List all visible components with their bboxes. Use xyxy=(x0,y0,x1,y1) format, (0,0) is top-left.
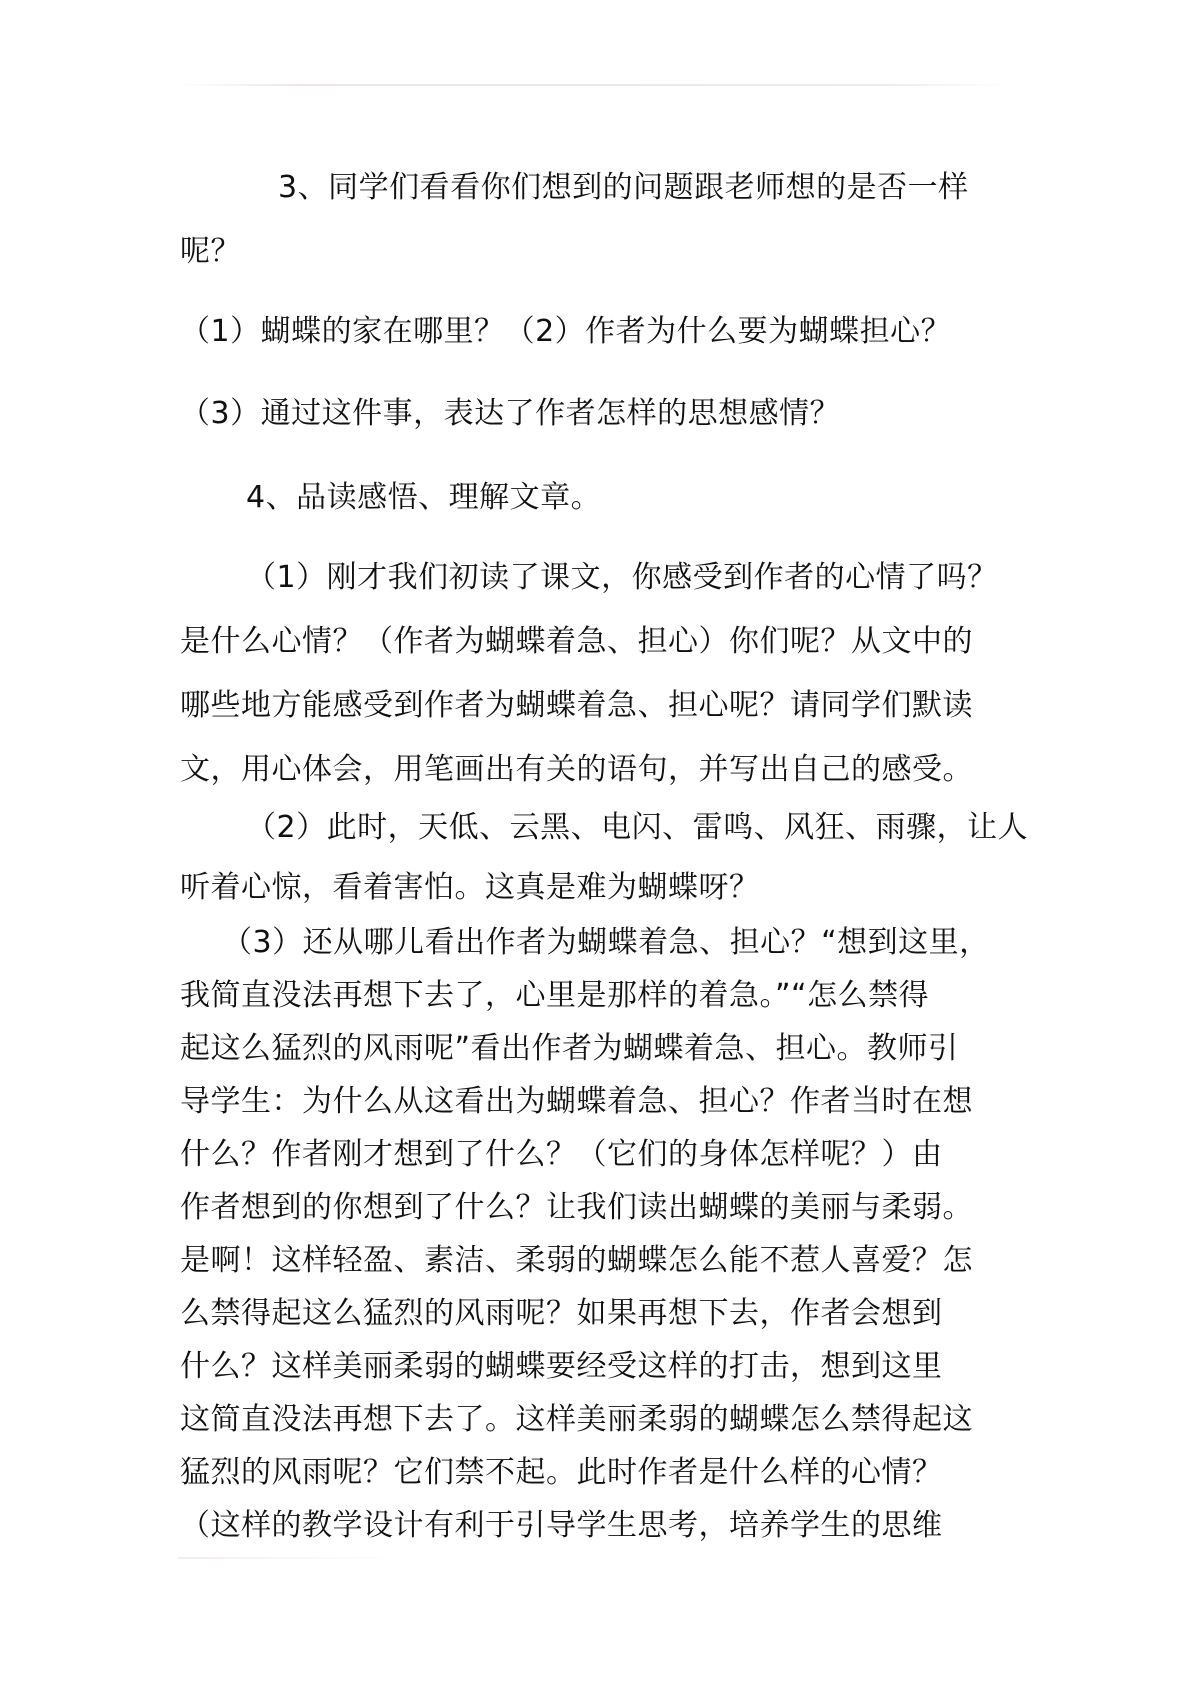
paragraph-line: 3、同学们看看你们想到的问题跟老师想的是否一样 xyxy=(278,170,969,205)
paragraph-line: 文，用心体会，用笔画出有关的语句，并写出自己的感受。 xyxy=(180,752,973,787)
paragraph-line: 作者想到的你想到了什么？让我们读出蝴蝶的美丽与柔弱。 xyxy=(180,1190,973,1225)
paragraph-line: 呢？ xyxy=(180,234,241,269)
paragraph-line: （3）还从哪儿看出作者为蝴蝶着急、担心？“想到这里， xyxy=(222,925,990,960)
paragraph-line: 4、品读感悟、理解文章。 xyxy=(246,480,602,515)
paragraph-line: 导学生：为什么从这看出为蝴蝶着急、担心？作者当时在想 xyxy=(180,1084,973,1119)
paragraph-line: （1）蝴蝶的家在哪里？（2）作者为什么要为蝴蝶担心？ xyxy=(180,314,952,349)
paragraph-line: 我简直没法再想下去了，心里是那样的着急。”“怎么禁得 xyxy=(180,978,930,1013)
paragraph-line: 么禁得起这么猛烈的风雨呢？如果再想下去，作者会想到 xyxy=(180,1296,943,1331)
paragraph-line: 听着心惊，看着害怕。这真是难为蝴蝶呀？ xyxy=(180,870,760,905)
paragraph-line: 是啊！这样轻盈、素洁、柔弱的蝴蝶怎么能不惹人喜爱？怎 xyxy=(180,1243,973,1278)
paragraph-line: 哪些地方能感受到作者为蝴蝶着急、担心呢？请同学们默读 xyxy=(180,688,973,723)
paragraph-line: 这简直没法再想下去了。这样美丽柔弱的蝴蝶怎么禁得起这 xyxy=(180,1402,973,1437)
paragraph-line: 什么？作者刚才想到了什么？（它们的身体怎样呢？）由 xyxy=(180,1137,943,1172)
header-rule xyxy=(178,84,1008,86)
paragraph-line: 猛烈的风雨呢？它们禁不起。此时作者是什么样的心情？ xyxy=(180,1455,943,1490)
paragraph-line: 起这么猛烈的风雨呢”看出作者为蝴蝶着急、担心。教师引 xyxy=(180,1031,959,1066)
paragraph-line: （2）此时，天低、云黑、电闪、雷鸣、风狂、雨骤，让人 xyxy=(246,810,1029,845)
paragraph-line: （1）刚才我们初读了课文，你感受到作者的心情了吗？ xyxy=(246,560,998,595)
paragraph-line: （这样的教学设计有利于引导学生思考，培养学生的思维 xyxy=(180,1508,943,1543)
paragraph-line: 什么？这样美丽柔弱的蝴蝶要经受这样的打击，想到这里 xyxy=(180,1349,943,1384)
paragraph-line: 是什么心情？（作者为蝴蝶着急、担心）你们呢？从文中的 xyxy=(180,624,973,659)
paragraph-line: （3）通过这件事，表达了作者怎样的思想感情？ xyxy=(180,396,841,431)
footer-rule xyxy=(178,1557,398,1559)
